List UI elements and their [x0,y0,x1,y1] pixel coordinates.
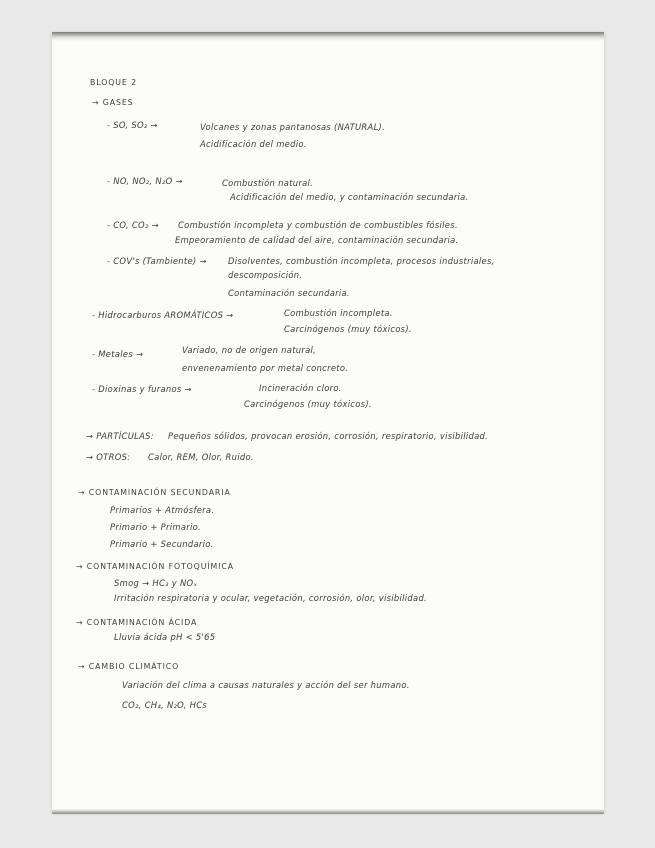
gases-hc-desc: Combustión incompleta. [284,308,393,318]
gases-co-desc: Combustión incompleta y combustión de combustibles fósiles. [178,220,458,230]
gases-diox-desc: Incineración cloro. [259,383,342,393]
gases-so-desc: Volcanes y zonas pantanosas (NATURAL). [200,122,386,132]
clima-header: → CAMBIO CLIMÁTICO [78,662,180,671]
gases-cov-desc: Disolventes, combustión incompleta, procesos industriales, [228,256,495,266]
gases-diox-effect: Carcinógenos (muy tóxicos). [244,399,372,409]
fotoquimica-line-2: Irritación respiratoria y ocular, vegetación, corrosión, olor, visibilidad. [114,593,428,603]
secundaria-line-3: Primario + Secundario. [110,539,214,549]
fotoquimica-header: → CONTAMINACIÓN FOTOQUÍMICA [76,562,234,571]
fotoquimica-line-1: Smog → HC₃ y NOₓ [114,578,198,588]
notebook-page [52,32,604,814]
particulas-label: → PARTÍCULAS: [86,431,154,441]
gases-no-effect: Acidificación del medio, y contaminación secundaria. [230,192,469,202]
gases-so-effect: Acidificación del medio. [200,139,307,149]
gases-cov-effect: Contaminación secundaria. [228,288,350,298]
otros-desc: Calor, REM, Olor, Ruido. [148,452,254,462]
page-top-shadow [52,32,604,41]
gases-hc-label: - Hidrocarburos AROMÁTICOS → [92,310,234,320]
gases-co-effect: Empeoramiento de calidad del aire, contaminación secundaria. [175,235,459,245]
block-title: BLOQUE 2 [90,78,137,87]
acida-line-1: Lluvia ácida pH < 5'65 [114,632,216,642]
particulas-desc: Pequeños sólidos, provocan erosión, corrosión, respiratorio, visibilidad. [168,431,489,441]
gases-so-label: - SO, SO₂ → [107,120,158,130]
clima-line-1: Variación del clima a causas naturales y acción del ser humano. [122,680,410,690]
gases-no-label: - NO, NO₂, N₂O → [107,176,183,186]
gases-diox-label: - Dioxinas y furanos → [92,384,192,394]
clima-line-2: CO₂, CH₄, N₂O, HCs [122,700,208,710]
otros-label: → OTROS: [86,452,131,462]
secundaria-line-1: Primarios + Atmósfera. [110,505,215,515]
gases-met-desc: Variado, no de origen natural, [182,345,317,355]
secundaria-line-2: Primario + Primario. [110,522,202,532]
acida-header: → CONTAMINACIÓN ÁCIDA [76,618,198,627]
gases-no-desc: Combustión natural. [222,178,314,188]
page-bottom-shadow [52,809,604,814]
gases-co-label: - CO, CO₂ → [107,220,159,230]
gases-met-desc-2: envenenamiento por metal concreto. [182,363,349,373]
gases-cov-desc-2: descomposición. [228,270,303,280]
gases-cov-label: - COV's (Tambiente) → [107,256,207,266]
gases-met-label: - Metales → [92,349,144,359]
gases-hc-effect: Carcinógenos (muy tóxicos). [284,324,412,334]
secundaria-header: → CONTAMINACIÓN SECUNDARIA [78,488,231,497]
gases-header: → GASES [92,98,134,107]
